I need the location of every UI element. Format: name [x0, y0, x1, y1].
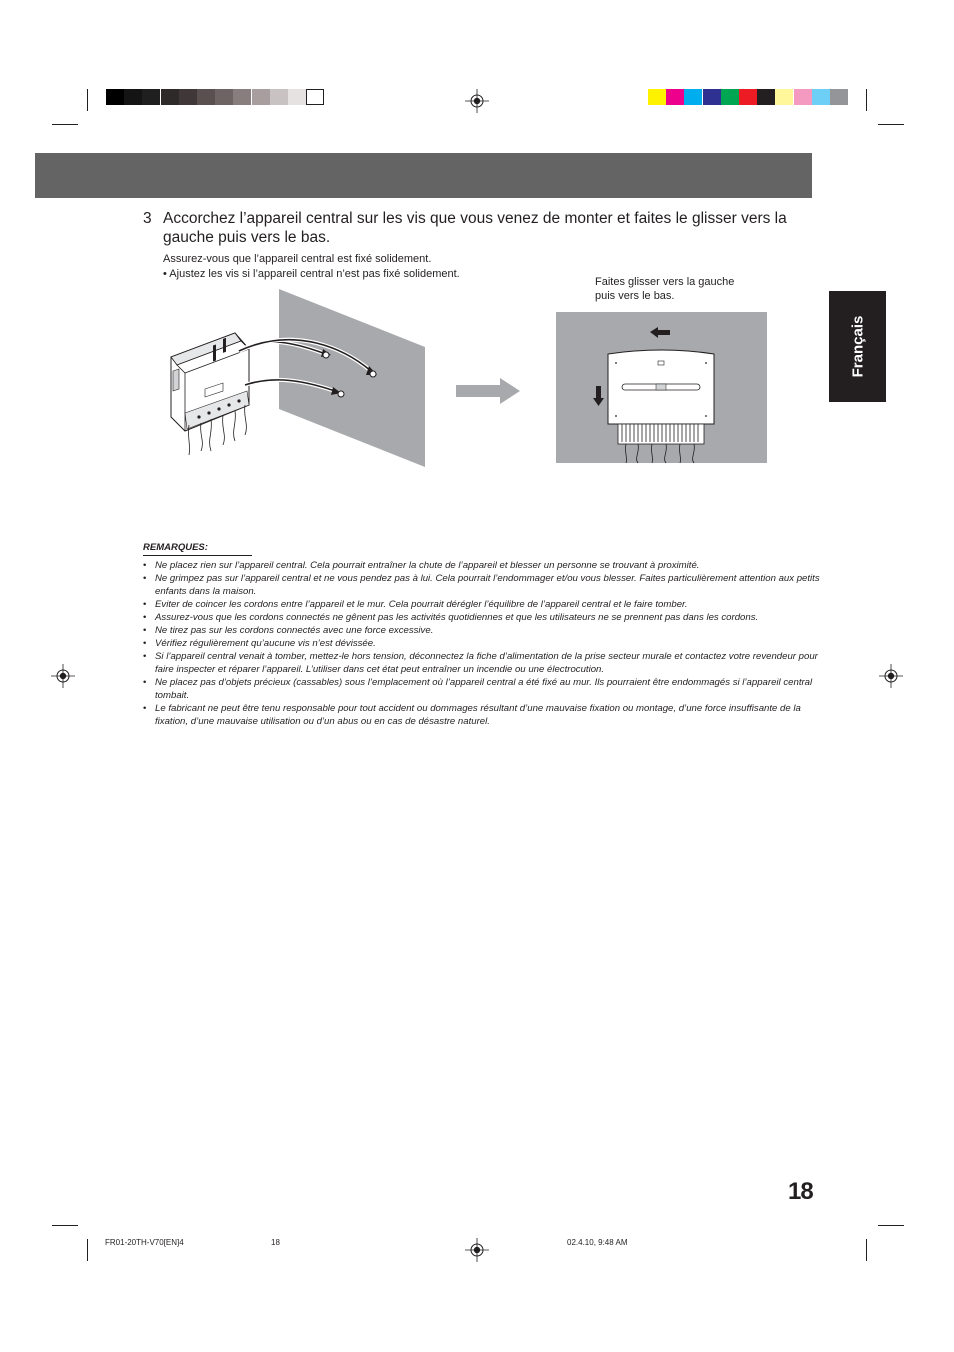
- footer-file-name: FR01-20TH-V70[EN]4: [105, 1238, 184, 1247]
- step-3: [143, 209, 823, 247]
- step-text: Accorchez l’appareil central sur les vis que vous venez de monter et faites le glisser vers la gauche puis vers le bas.: [163, 210, 787, 246]
- color-swatch: [757, 89, 775, 105]
- step-sub-text: Assurez-vous que l’appareil central est fixé solidement.: [163, 253, 432, 265]
- color-swatch: [666, 89, 684, 105]
- remark-item: • Eviter de coincer les cordons entre l’appareil et le mur. Cela pourrait dérégler l’équilibre de l’appareil central et le faire tomber.: [143, 598, 833, 611]
- remark-item: • Assurez-vous que les cordons connectés ne gênent pas les activités quotidiennes et que les utilisateurs ne se prennent pas dans les cordons.: [143, 611, 833, 624]
- color-swatch: [739, 89, 757, 105]
- color-swatch: [306, 89, 324, 105]
- color-swatch: [161, 89, 179, 105]
- color-swatch: [179, 89, 197, 105]
- unit-mounting-icon: [165, 285, 430, 471]
- language-tab-label: Français: [849, 315, 867, 378]
- footer-timestamp: 02.4.10, 9:48 AM: [567, 1238, 628, 1247]
- color-swatch: [252, 89, 270, 105]
- footer-page: 18: [271, 1238, 280, 1247]
- remark-item: • Ne tirez pas sur les cordons connectés avec une force excessive.: [143, 624, 833, 637]
- registration-mark-top: [465, 89, 489, 113]
- remarks-title: REMARQUES:: [143, 542, 208, 553]
- remark-item: • Si l’appareil central venait à tomber, mettez-le hors tension, déconnectez la fiche d’alimentation de la prise secteur murale et contactez votre revendeur pour faire inspecter et réparer l’appareil. L’utiliser dans cet état peut entraîner un incendie ou une électrocution.: [143, 650, 833, 676]
- color-swatch: [812, 89, 830, 105]
- step-number: 3: [143, 210, 152, 227]
- color-swatch: [775, 89, 793, 105]
- unit-on-wall-icon: [556, 312, 767, 464]
- color-swatch: [197, 89, 215, 105]
- remarks-underline: [143, 555, 252, 556]
- color-swatch: [648, 89, 666, 105]
- remark-item: • Le fabricant ne peut être tenu responsable pour tout accident ou dommages résultant d’une mauvaise fixation ou montage, d’une force insuffisante de la fixation, d’une mauvaise utilisation ou d’un abus ou en cas de désastre naturel.: [143, 702, 833, 728]
- registration-mark-left: [51, 664, 75, 688]
- color-swatch: [215, 89, 233, 105]
- registration-mark-bottom: [465, 1238, 489, 1262]
- remarks-list: [143, 559, 833, 728]
- color-swatch: [684, 89, 702, 105]
- remark-item: • Ne placez rien sur l’appareil central. Cela pourrait entraîner la chute de l’appareil et blesser un personne se trouvant à proximité.: [143, 559, 833, 572]
- remark-item: • Ne grimpez pas sur l’appareil central et ne vous pendez pas à lui. Cela pourrait l’endommager et/ou vous blesser. Faites particulièrement attention aux petits enfants dans la maison.: [143, 572, 833, 598]
- color-swatch: [142, 89, 160, 105]
- illustration-caption: Faites glisser vers la gauche puis vers le bas.: [595, 276, 735, 302]
- color-swatch: [794, 89, 812, 105]
- color-swatch: [721, 89, 739, 105]
- color-swatch: [288, 89, 306, 105]
- right-arrow-icon: [456, 378, 522, 404]
- step-bullet: • Ajustez les vis si l’appareil central n’est pas fixé solidement.: [163, 268, 460, 280]
- color-swatch: [124, 89, 142, 105]
- color-swatch: [270, 89, 288, 105]
- remark-item: • Vérifiez régulièrement qu’aucune vis n’est dévissée.: [143, 637, 833, 650]
- color-swatch: [233, 89, 251, 105]
- color-swatch: [830, 89, 848, 105]
- color-swatch: [703, 89, 721, 105]
- page-number: 18: [788, 1178, 813, 1205]
- color-swatch: [106, 89, 124, 105]
- registration-mark-right: [879, 664, 903, 688]
- section-header-band: [35, 153, 812, 198]
- language-tab: [829, 291, 886, 402]
- remark-item: • Ne placez pas d’objets précieux (cassables) sous l’emplacement où l’appareil central a été fixé au mur. Ils pourraient être endommagés si l’appareil central tombait.: [143, 676, 833, 702]
